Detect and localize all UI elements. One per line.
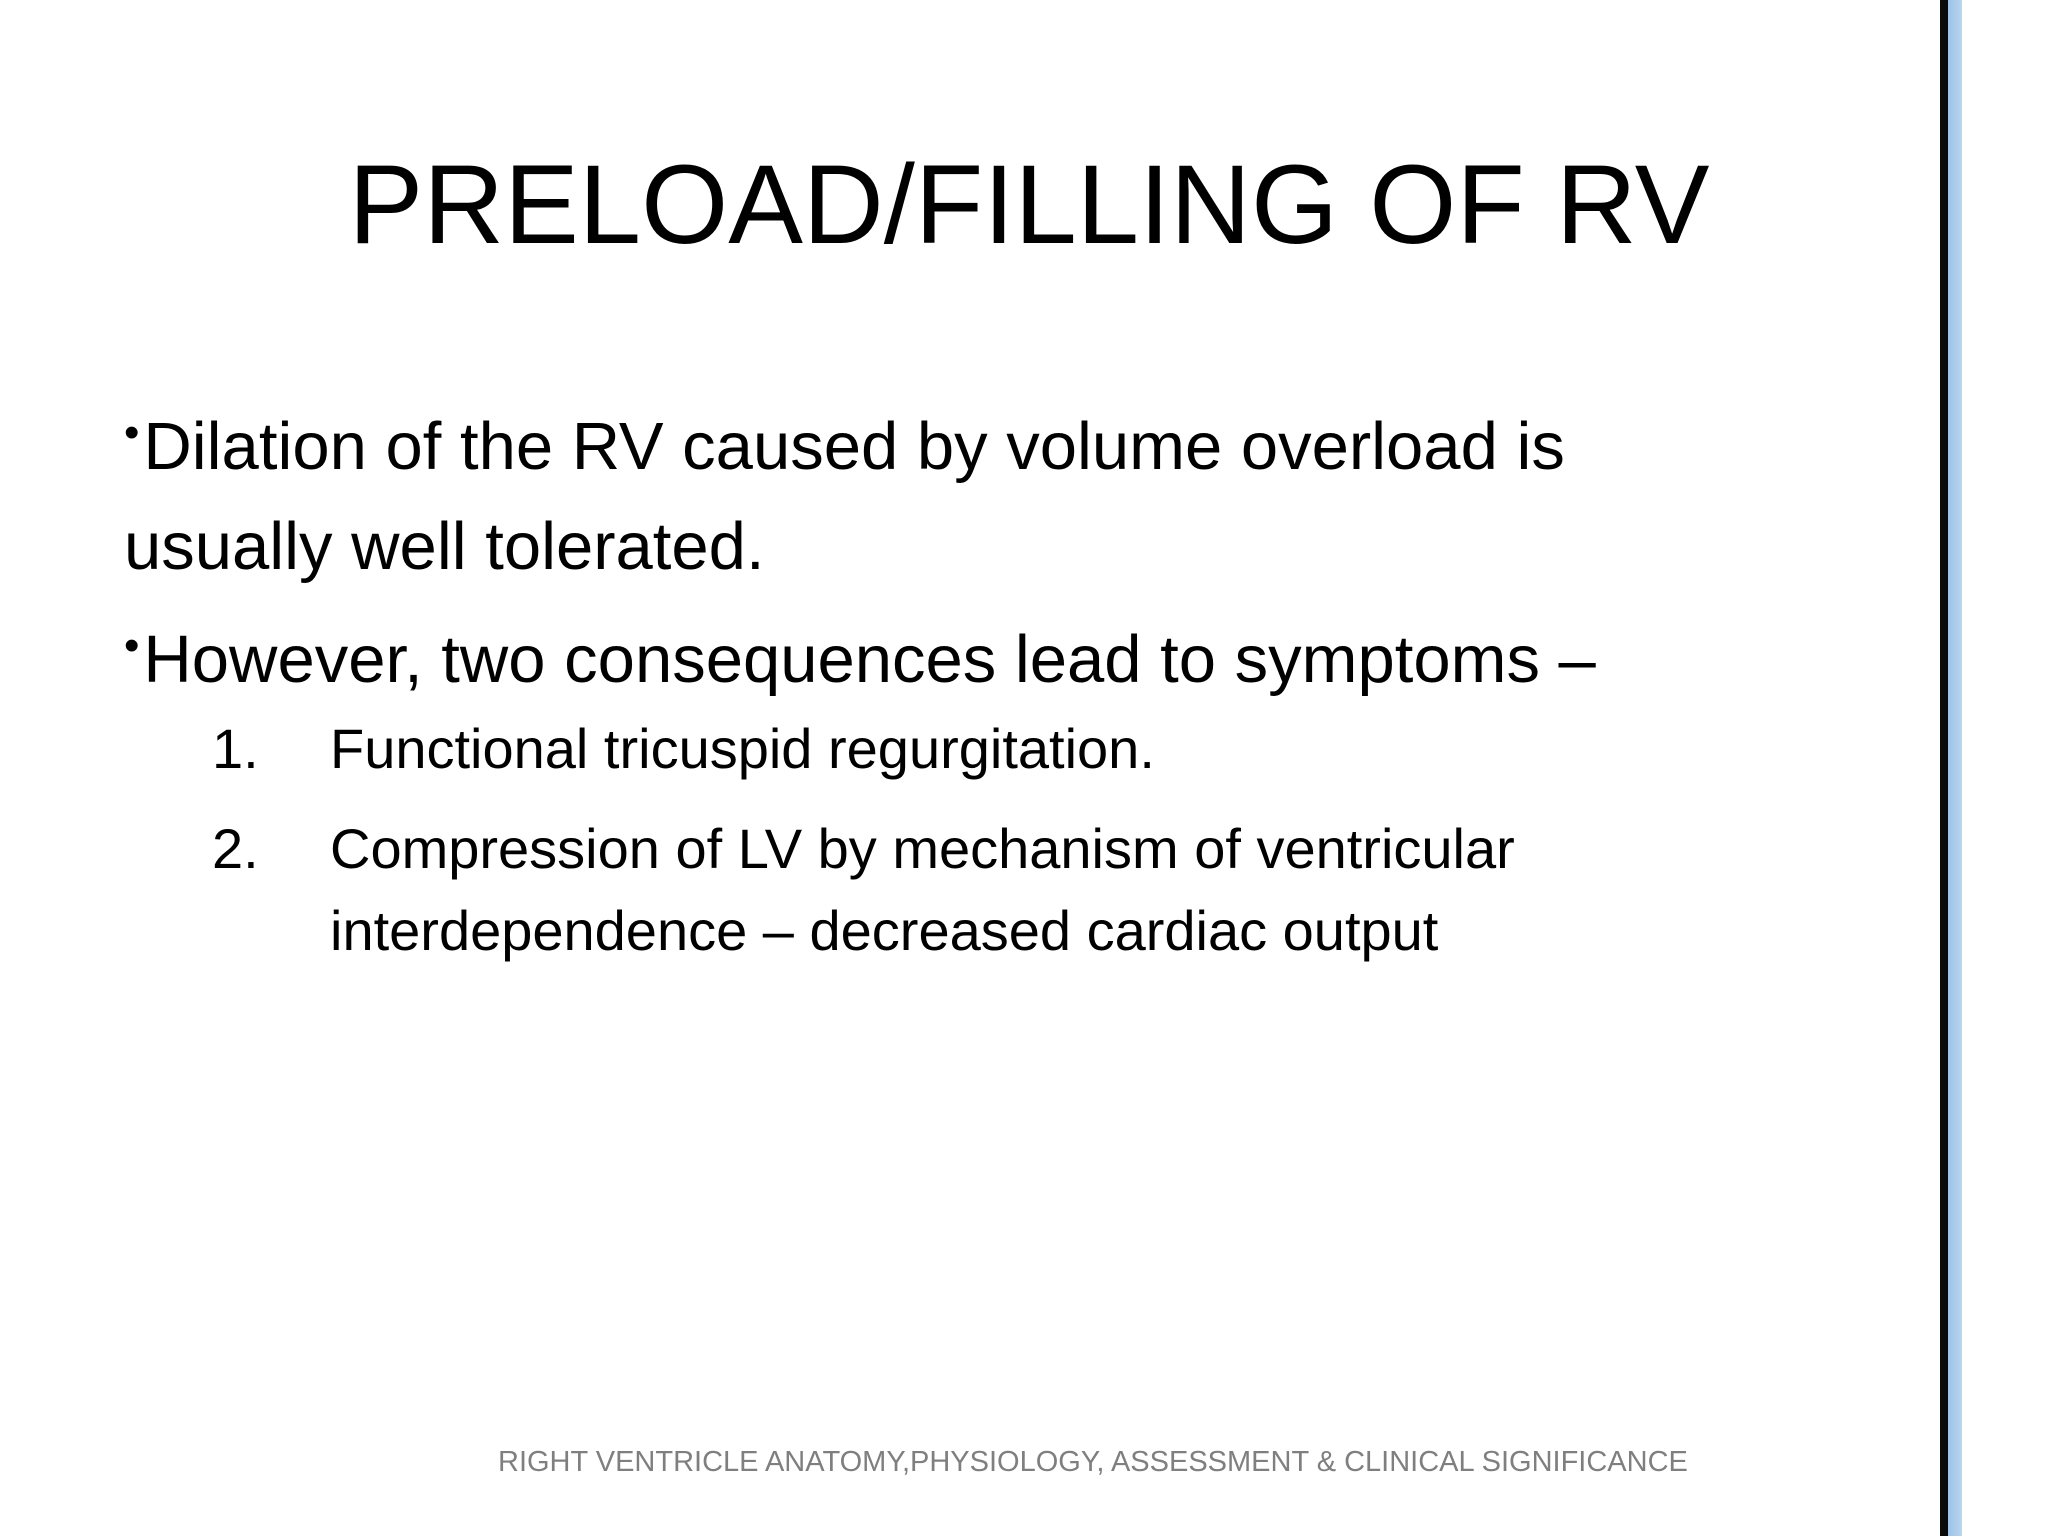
slide-title-text: PRELOAD/FILLING OF RV bbox=[348, 142, 1710, 267]
slide-footer: RIGHT VENTRICLE ANATOMY,PHYSIOLOGY, ASSESSMENT & CLINICAL SIGNIFICANCE bbox=[498, 1446, 1688, 1478]
numbered-item-number: 2. bbox=[212, 817, 259, 880]
numbered-item-text: Functional tricuspid regurgitation. bbox=[330, 717, 1155, 780]
slide-title bbox=[0, 140, 2048, 270]
bullet-item bbox=[124, 383, 1764, 597]
bullet-text: Dilation of the RV caused by volume overload is usually well tolerated. bbox=[124, 409, 1565, 584]
slide-edge-border bbox=[1940, 0, 1962, 1536]
numbered-item-text: Compression of LV by mechanism of ventricular interdependence – decreased cardiac output bbox=[330, 817, 1515, 962]
numbered-item-number: 1. bbox=[212, 717, 259, 780]
bullet-marker: • bbox=[124, 621, 140, 670]
numbered-item bbox=[212, 808, 1712, 972]
bullet-text: However, two consequences lead to symptoms – bbox=[143, 622, 1596, 697]
numbered-item bbox=[212, 708, 1712, 790]
bullet-marker: • bbox=[124, 408, 140, 457]
bullet-item bbox=[124, 596, 1764, 710]
